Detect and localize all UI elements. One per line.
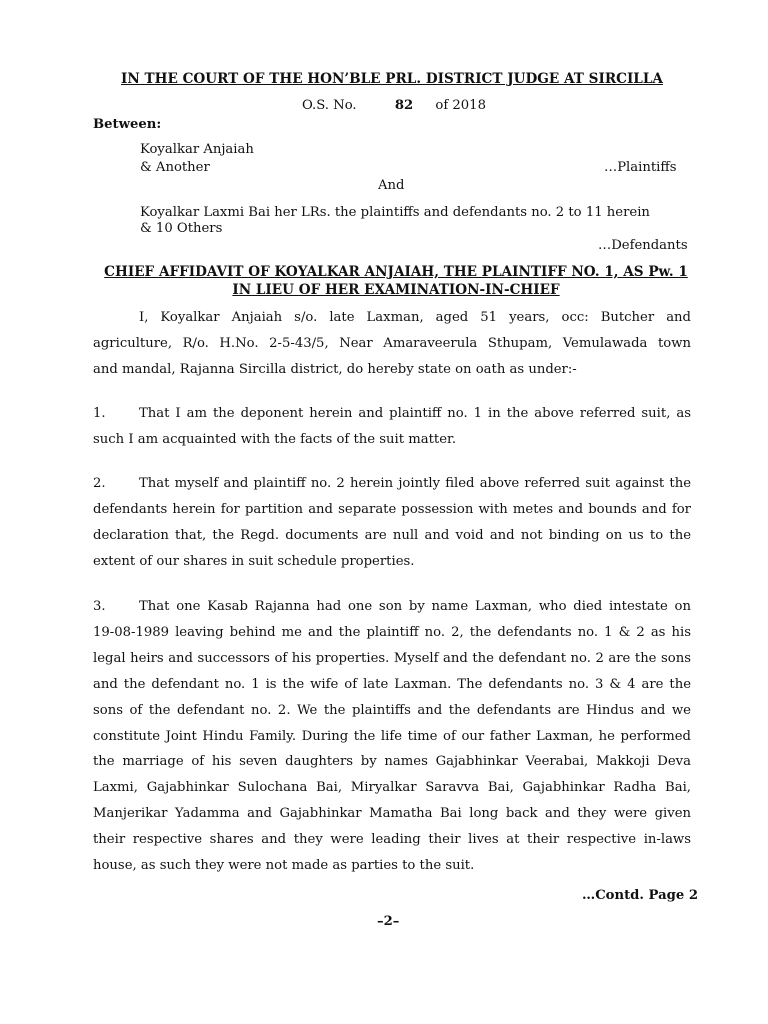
case-number: 82 xyxy=(394,98,414,113)
case-prefix: O.S. No. xyxy=(302,98,357,113)
intro-paragraph xyxy=(93,305,691,383)
affidavit-title-line2: IN LIEU OF HER EXAMINATION-IN-CHIEF xyxy=(232,282,560,298)
paragraph-line: defendants herein for partition and separate possession with metes and bounds and for xyxy=(93,501,691,517)
paragraph-line: That I am the deponent herein and plaintiff no. 1 in the above referred suit, as xyxy=(139,406,691,421)
paragraph-line: sons of the defendant no. 2. We the plaintiffs and the defendants are Hindus and we xyxy=(93,702,691,718)
paragraph-line: That one Kasab Rajanna had one son by name Laxman, who died intestate on xyxy=(139,599,691,614)
paragraph-3 xyxy=(93,594,691,879)
intro-line: I, Koyalkar Anjaiah s/o. late Laxman, aged 51 years, occ: Butcher and xyxy=(139,310,691,325)
paragraph-line: declaration that, the Regd. documents are null and void and not binding on us to the xyxy=(93,527,691,543)
court-heading: IN THE COURT OF THE HON’BLE PRL. DISTRICT JUDGE AT SIRCILLA xyxy=(121,71,663,87)
case-number-line xyxy=(302,98,486,113)
paragraph-line: the marriage of his seven daughters by names Gajabhinkar Veerabai, Makkoji Deva xyxy=(93,754,691,770)
paragraph-line: Laxmi, Gajabhinkar Sulochana Bai, Miryalkar Saravva Bai, Gajabhinkar Radha Bai, xyxy=(93,780,691,796)
paragraph-line: legal heirs and successors of his properties. Myself and the defendant no. 2 are the sons xyxy=(93,650,691,666)
intro-line: agriculture, R/o. H.No. 2-5-43/5, Near Amaraveerula Sthupam, Vemulawada town xyxy=(93,335,691,351)
defendant-others: & 10 Others xyxy=(140,221,223,236)
paragraph-line: constitute Joint Hindu Family. During the life time of our father Laxman, he performed xyxy=(93,728,691,744)
paragraph-number: 1. xyxy=(93,406,106,421)
paragraph-line: such I am acquainted with the facts of the suit matter. xyxy=(93,431,457,447)
paragraph-line: 19-08-1989 leaving behind me and the plaintiff no. 2, the defendants no. 1 & 2 as his xyxy=(93,624,691,640)
continued-note: …Contd. Page 2 xyxy=(582,888,699,903)
affidavit-title-line1: CHIEF AFFIDAVIT OF KOYALKAR ANJAIAH, THE PLAINTIFF NO. 1, AS Pw. 1 xyxy=(104,264,688,280)
paragraph-line: their respective shares and they were leading their lives at their respective in-laws xyxy=(93,832,691,848)
defendant-name: Koyalkar Laxmi Bai her LRs. the plaintiffs and defendants no. 2 to 11 herein xyxy=(140,205,650,220)
paragraph-line: and the defendant no. 1 is the wife of late Laxman. The defendants no. 3 & 4 are the xyxy=(93,676,691,692)
plaintiff-name: Koyalkar Anjaiah xyxy=(140,142,254,157)
page-number: –2– xyxy=(377,914,400,929)
case-year: of 2018 xyxy=(435,98,486,113)
paragraph-1 xyxy=(93,401,691,453)
plaintiff-another: & Another xyxy=(140,160,210,175)
defendants-role: …Defendants xyxy=(598,238,688,253)
intro-line: and mandal, Rajanna Sircilla district, do hereby state on oath as under:- xyxy=(93,361,577,377)
paragraph-number: 2. xyxy=(93,476,106,491)
paragraph-line: house, as such they were not made as parties to the suit. xyxy=(93,858,475,874)
paragraph-line: extent of our shares in suit schedule properties. xyxy=(93,553,415,569)
paragraph-line: Manjerikar Yadamma and Gajabhinkar Mamatha Bai long back and they were given xyxy=(93,806,691,822)
plaintiffs-role: …Plaintiffs xyxy=(604,160,677,175)
paragraph-2 xyxy=(93,471,691,575)
between-label: Between: xyxy=(93,117,162,132)
and-label: And xyxy=(378,178,405,193)
paragraph-number: 3. xyxy=(93,599,106,614)
paragraph-line: That myself and plaintiff no. 2 herein jointly filed above referred suit against the xyxy=(139,476,691,491)
